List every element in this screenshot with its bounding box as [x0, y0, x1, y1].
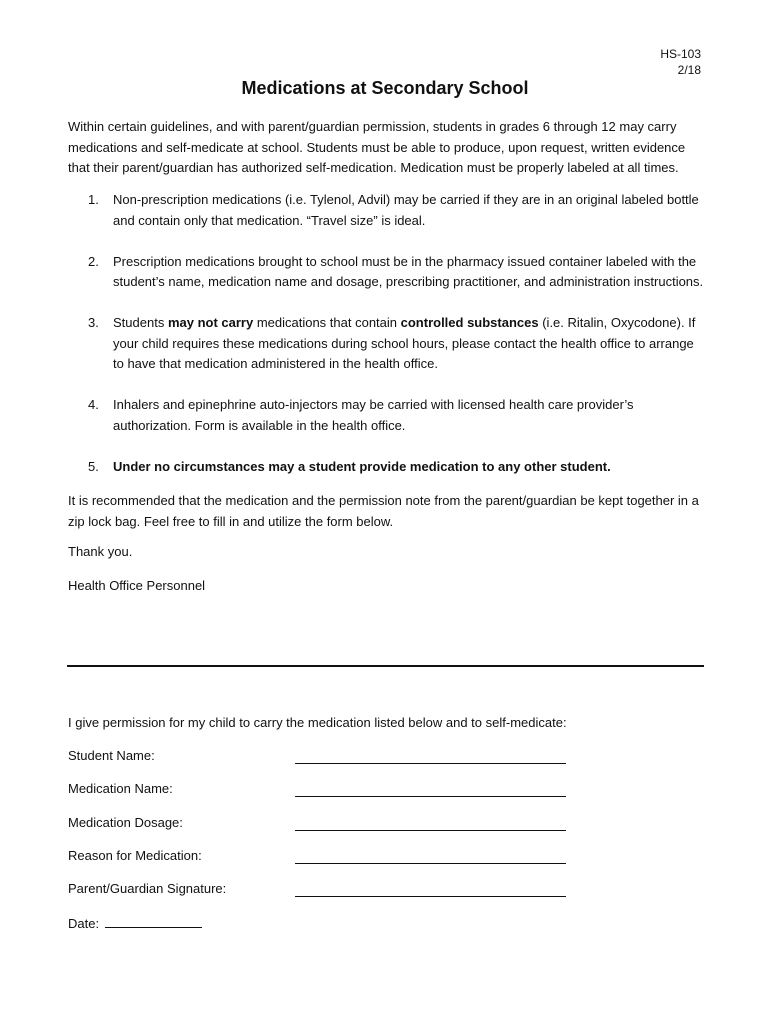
rule-item-3	[68, 313, 708, 375]
rule-emphasis-may-not-carry: may not carry	[167, 315, 254, 330]
rule-number: 1.	[88, 192, 99, 207]
rule-item-5	[68, 457, 708, 478]
date-label: Date:	[68, 916, 100, 931]
permission-statement: I give permission for my child to carry the medication listed below and to self-medicate:	[68, 715, 567, 730]
signoff-text: Health Office Personnel	[68, 578, 206, 593]
rule-text-mid: medications that contain	[253, 315, 401, 330]
signature-field	[68, 881, 568, 901]
rule-item-1	[68, 190, 708, 231]
rule-text: Non-prescription medications (i.e. Tylenol, Advil) may be carried if they are in an original labeled bottle and contain only that medication. “Travel size” is ideal.	[113, 192, 699, 228]
form-date: 2/18	[677, 63, 701, 77]
student-name-label: Student Name:	[68, 748, 155, 763]
medication-dosage-field	[68, 815, 568, 835]
form-code: HS-103	[660, 47, 701, 61]
date-field	[68, 915, 202, 931]
page-title: Medications at Secondary School	[241, 78, 529, 98]
student-name-input-line[interactable]	[295, 763, 566, 764]
rule-item-4	[68, 395, 708, 436]
student-name-field	[68, 748, 568, 768]
rule-item-2	[68, 252, 708, 293]
section-divider	[67, 665, 704, 667]
rule-text	[113, 315, 695, 371]
reason-input-line[interactable]	[295, 863, 566, 864]
medication-name-field	[68, 781, 568, 801]
form-identifier	[660, 46, 701, 78]
rules-list	[68, 190, 708, 498]
signature-input-line[interactable]	[295, 896, 566, 897]
rule-text: Under no circumstances may a student provide medication to any other student.	[113, 458, 611, 474]
intro-paragraph: Within certain guidelines, and with parent/guardian permission, students in grades 6 through 12 may carry medications and self-medicate at school. Students must be able to produce, upon request, written evidence that their parent/guardian has authorized self-medication. Medication must be properly labeled at all times.	[68, 119, 686, 175]
rule-text: Inhalers and epinephrine auto-injectors may be carried with licensed health care provider’s authorization. Form is available in the health office.	[113, 397, 634, 433]
medication-dosage-input-line[interactable]	[295, 830, 566, 831]
rule-text: Prescription medications brought to school must be in the pharmacy issued container labeled with the student’s name, medication name and dosage, prescribing practitioner, and administration instructions.	[113, 253, 704, 289]
rule-number: 2.	[88, 253, 99, 269]
recommendation-paragraph: It is recommended that the medication and the permission note from the parent/guardian be kept together in a zip lock bag. Feel free to fill in and utilize the form below.	[68, 493, 699, 529]
reason-field	[68, 848, 568, 868]
rule-text-post: (i.e. Ritalin, Oxycodone). If your child requires these medications during school hours, please contact the health office to arrange to have that medication administered in the health office.	[113, 315, 696, 371]
thanks-text: Thank you.	[68, 544, 133, 559]
rule-number: 4.	[88, 397, 99, 412]
rule-text-pre: Students	[113, 315, 168, 330]
medication-name-label: Medication Name:	[68, 781, 173, 796]
reason-label: Reason for Medication:	[68, 848, 202, 863]
date-input-line[interactable]	[105, 915, 202, 928]
medication-name-input-line[interactable]	[295, 796, 566, 797]
rule-number: 5.	[88, 458, 99, 474]
signature-label: Parent/Guardian Signature:	[68, 881, 227, 896]
medication-dosage-label: Medication Dosage:	[68, 815, 183, 830]
rule-number: 3.	[88, 315, 99, 330]
rule-emphasis-controlled-substances: controlled substances	[400, 315, 539, 330]
